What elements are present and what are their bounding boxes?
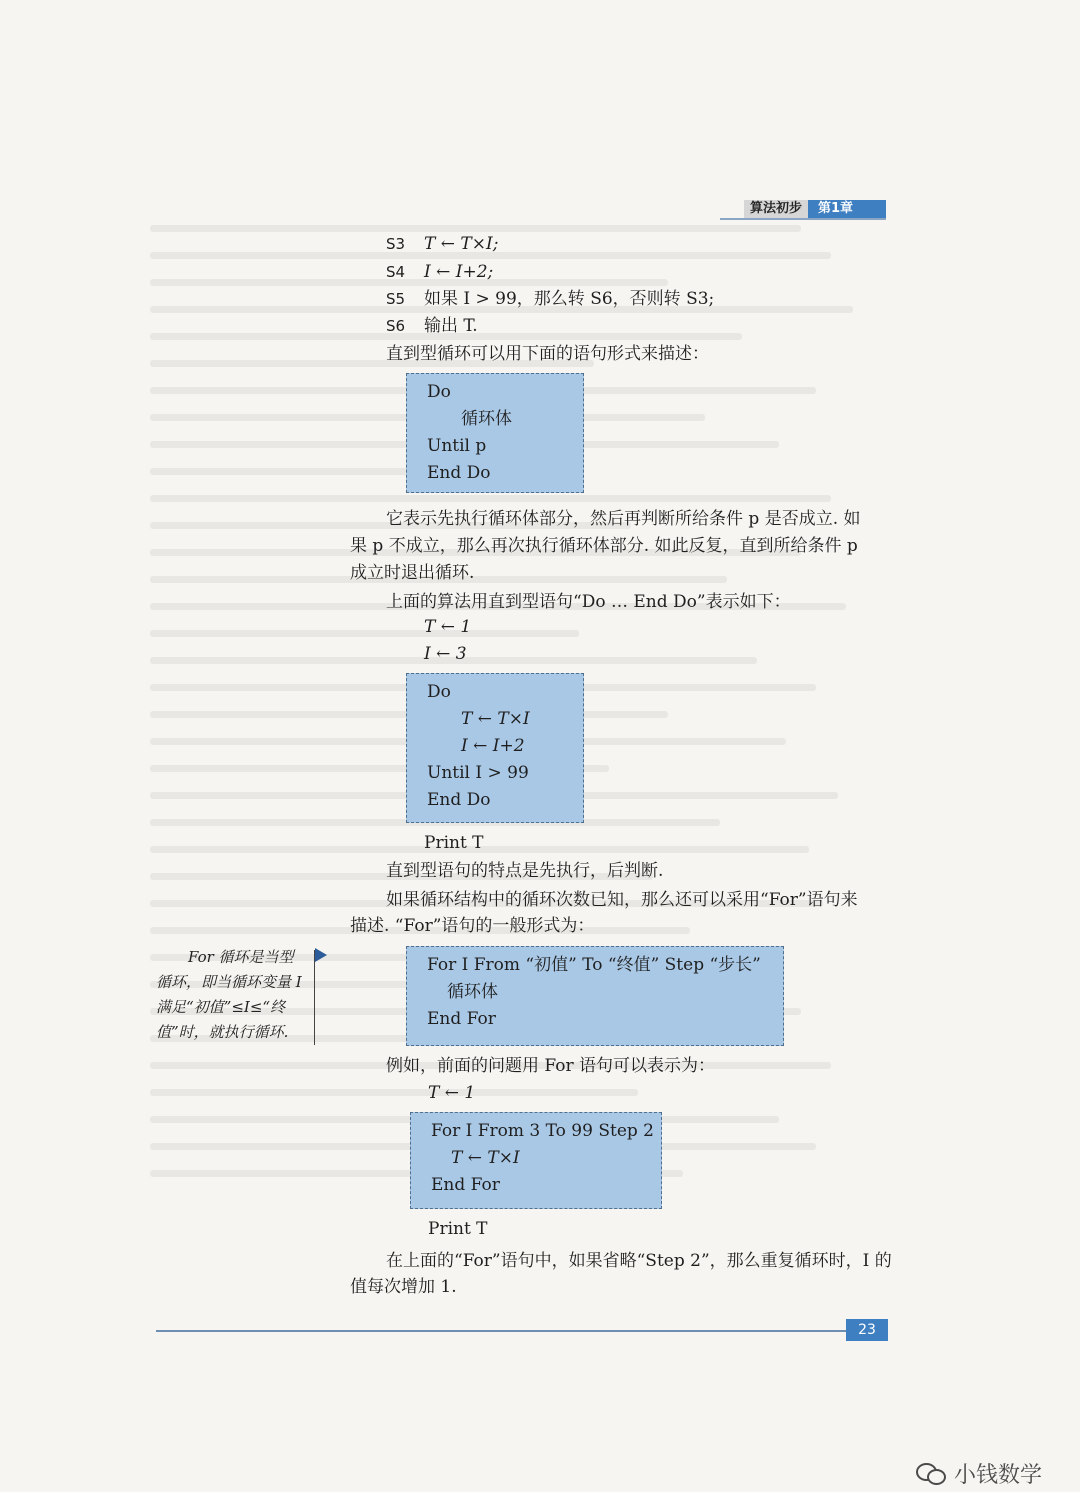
print-statement: Print T: [424, 833, 484, 853]
chapter-title: 算法初步: [744, 200, 808, 218]
code-line: End For: [427, 1009, 496, 1029]
triangle-pointer-icon: [315, 948, 327, 962]
watermark: [916, 1458, 1042, 1489]
explanation-line-3: 成立时退出循环.: [350, 563, 475, 583]
code-line: Do: [427, 382, 451, 402]
code-line: For I From “初值” To “终值” Step “步长”: [427, 955, 761, 975]
print-statement-for: Print T: [428, 1219, 488, 1239]
margin-note: [156, 945, 314, 1045]
margin-note-line: For 循环是当型: [188, 948, 294, 966]
explanation-line-1: 它表示先执行循环体部分，然后再判断所给条件 p 是否成立. 如: [386, 509, 861, 529]
step-text: T ← T×I;: [424, 234, 499, 254]
margin-note-line: 循环，即当循环变量 I: [156, 973, 302, 991]
code-line: T ← T×I: [461, 709, 530, 729]
chapter-badge: 第1章: [808, 200, 886, 218]
wechat-icon: [916, 1463, 946, 1485]
step-text: 输出 T.: [424, 316, 478, 336]
step-s5: [386, 288, 714, 310]
code-line: 循环体: [447, 982, 498, 1002]
margin-note-line: 满足“初值”≤I≤“终: [156, 998, 286, 1016]
header-rule: [720, 218, 886, 220]
footer-rule: [156, 1330, 846, 1332]
code-line: T ← T×I: [451, 1148, 520, 1168]
code-box-do-until-general: [406, 373, 584, 493]
init-i: I ← 3: [424, 644, 467, 664]
code-box-for-general: [406, 946, 784, 1046]
step-number: S4: [386, 263, 406, 281]
step-number: S6: [386, 317, 406, 335]
step-text: I ← I+2;: [424, 262, 494, 282]
code-line: Do: [427, 682, 451, 702]
watermark-text: 小钱数学: [953, 1463, 1042, 1488]
step-number: S5: [386, 290, 406, 308]
chapter-header: [744, 200, 886, 218]
code-line: 循环体: [461, 409, 512, 429]
do-feature-sentence: 直到型语句的特点是先执行，后判断.: [386, 861, 664, 881]
for-intro-line-2: 描述. “For”语句的一般形式为：: [350, 916, 595, 936]
do-statement-intro: 上面的算法用直到型语句“Do … End Do”表示如下：: [386, 592, 791, 612]
step-number: S3: [386, 235, 406, 253]
step-s6: [386, 315, 478, 337]
explanation-line-2: 果 p 不成立，那么再次执行循环体部分. 如此反复，直到所给条件 p: [350, 536, 858, 556]
code-line: Until p: [427, 436, 487, 456]
code-line: End For: [431, 1175, 500, 1195]
code-line: For I From 3 To 99 Step 2: [431, 1121, 654, 1141]
step-text: 如果 I > 99，那么转 S6，否则转 S3;: [424, 289, 715, 309]
code-box-do-until-example: [406, 673, 584, 823]
init-t-for: T ← 1: [428, 1083, 476, 1103]
for-example-intro: 例如，前面的问题用 For 语句可以表示为：: [386, 1056, 716, 1076]
code-line: End Do: [427, 463, 491, 483]
step-note-line-2: 值每次增加 1.: [350, 1277, 457, 1297]
step-note-line-1: 在上面的“For”语句中，如果省略“Step 2”，那么重复循环时，I 的: [386, 1251, 892, 1271]
page-number: 23: [846, 1319, 888, 1341]
for-intro-line-1: 如果循环结构中的循环次数已知，那么还可以采用“For”语句来: [386, 890, 858, 910]
step-s4: [386, 261, 493, 283]
step-s3: [386, 233, 498, 255]
init-t: T ← 1: [424, 617, 472, 637]
margin-note-line: 值”时，就执行循环.: [156, 1023, 289, 1041]
margin-note-divider: [314, 950, 315, 1045]
code-line: End Do: [427, 790, 491, 810]
intro-paragraph: 直到型循环可以用下面的语句形式来描述：: [386, 344, 709, 364]
code-line: I ← I+2: [461, 736, 525, 756]
code-line: Until I > 99: [427, 763, 529, 783]
code-box-for-example: [410, 1112, 662, 1209]
